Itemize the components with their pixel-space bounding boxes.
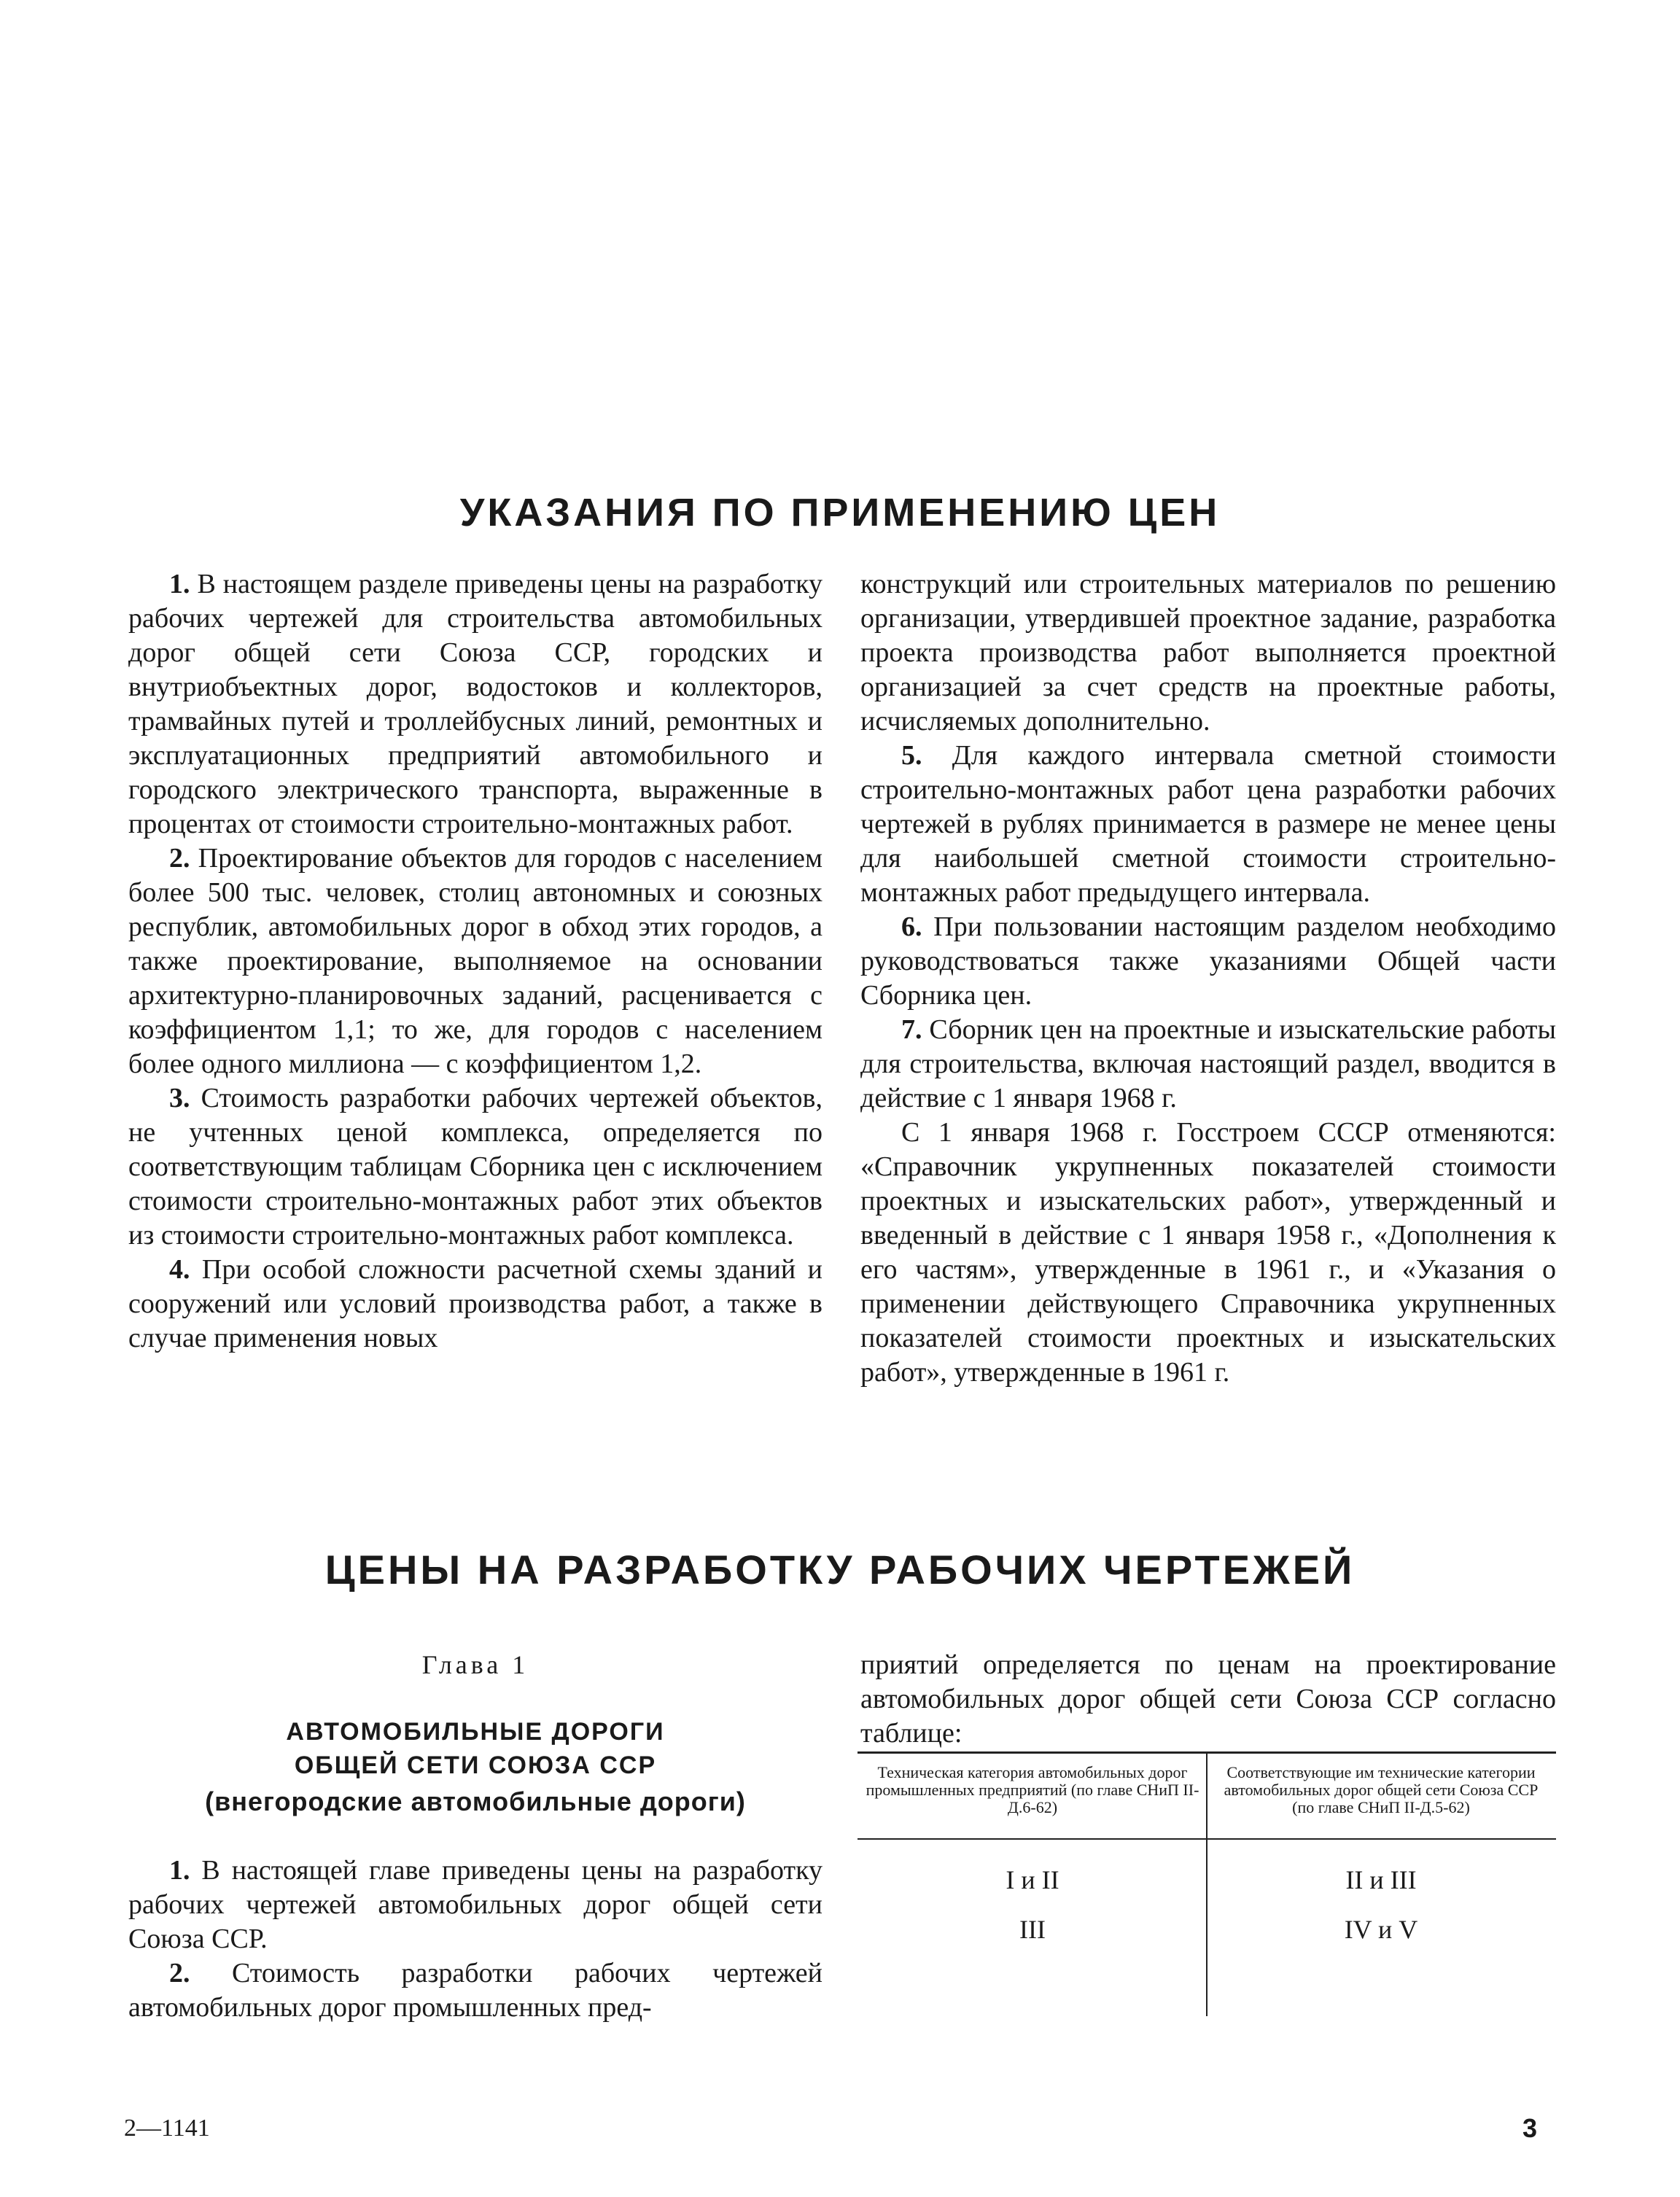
chapter-column-left (128, 1854, 822, 2025)
paragraph-number: 2. (169, 843, 190, 874)
intro-paragraph-8 (860, 1116, 1556, 1390)
paragraph-text: Стоимость разработки рабочих чертежей автомобильных дорог промышленных пред- (128, 1958, 822, 2023)
chapter-title-line-1: АВТОМОБИЛЬНЫЕ ДОРОГИ (286, 1718, 665, 1746)
paragraph-number: 1. (169, 569, 190, 599)
chapter-column-right (860, 1648, 1556, 1751)
paragraph-text: Стоимость разработки рабочих чертежей объектов, не учтенных ценой комплекса, определяется по соответствующим таблицам Сборника цен с исключением стоимости строительно-монтажных работ этих объектов из стоимости строительно-монтажных работ комплекса. (128, 1083, 822, 1251)
paragraph-text: В настоящем разделе приведены цены на разработку рабочих чертежей для строительства автомобильных дорог общей сети Союза ССР, городских и внутриобъектных дорог, водостоков и коллекторов, трамвайных путей и троллейбусных линий, ремонтных и эксплуатационных предприятий автомобильного и городского электрического транспорта, выраженные в процентах от стоимости строительно-монтажных работ. (128, 569, 822, 839)
table-cell: III (1019, 1915, 1046, 1944)
intro-paragraph-2 (128, 841, 822, 1081)
chapter-paragraph-1 (128, 1854, 822, 1956)
intro-paragraph-1 (128, 567, 822, 841)
paragraph-number: 1. (169, 1855, 190, 1886)
paragraph-number: 3. (169, 1083, 190, 1113)
section-title: УКАЗАНИЯ ПО ПРИМЕНЕНИЮ ЦЕН (459, 491, 1221, 534)
intro-column-left (128, 567, 822, 1356)
paragraph-text: В настоящей главе приведены цены на разработку рабочих чертежей автомобильных дорог общей сети Союза ССР. (128, 1855, 822, 1954)
intro-paragraph-6 (860, 910, 1556, 1013)
chapter-title-line-2: ОБЩЕЙ СЕТИ СОЮЗА ССР (294, 1751, 657, 1779)
paragraph-text: приятий определяется по ценам на проектирование автомобильных дорог общей сети Союза ССР согласно таблице: (860, 1649, 1556, 1749)
table-header-right: Соответствующие им технические категории автомобильных дорог общей сети Союза ССР (по главе СНиП II-Д.5-62) (1224, 1763, 1539, 1816)
paragraph-number: 2. (169, 1958, 190, 1988)
chapter-title (128, 1715, 822, 1782)
intro-paragraph-3 (128, 1081, 822, 1253)
chapter-paragraph-2-continued (860, 1648, 1556, 1751)
intro-paragraph-5 (860, 739, 1556, 910)
table-header-left: Техническая категория автомобильных дорог промышленных предприятий (по главе СНиП II-Д.6-62) (866, 1763, 1199, 1816)
chapter-subtitle: (внегородские автомобильные дороги) (205, 1786, 746, 1816)
paragraph-number: 7. (901, 1014, 922, 1045)
table-cell: IV и V (1344, 1915, 1418, 1944)
table-cell: II и III (1345, 1865, 1417, 1894)
prices-title: ЦЕНЫ НА РАЗРАБОТКУ РАБОЧИХ ЧЕРТЕЖЕЙ (324, 1547, 1356, 1593)
paragraph-text: При пользовании настоящим разделом необходимо руководствоваться также указаниями Общей части Сборника цен. (860, 911, 1556, 1011)
page-number: 3 (1522, 2113, 1538, 2143)
paragraph-number: 4. (169, 1254, 190, 1285)
chapter-paragraph-2 (128, 1956, 822, 2025)
paragraph-number: 6. (901, 911, 922, 942)
table-cell: I и II (1006, 1865, 1059, 1894)
intro-column-right (860, 567, 1556, 1390)
chapter-label: Глава 1 (421, 1650, 529, 1679)
paragraph-text: При особой сложности расчетной схемы зданий и сооружений или условий производства работ, а также в случае применения новых (128, 1254, 822, 1353)
paragraph-text: Для каждого интервала сметной стоимости строительно-монтажных работ цена разработки рабочих чертежей в рублях принимается в размере не менее цены для наибольшей сметной стоимости строительно-монтажных работ предыдущего интервала. (860, 740, 1556, 908)
paragraph-text: конструкций или строительных материалов по решению организации, утвердившей проектное задание, разработка проекта производства работ выполняется проектной организацией за счет средств на проектные работы, исчисляемых дополнительно. (860, 569, 1556, 736)
paragraph-text: Сборник цен на проектные и изыскательские работы для строительства, включая настоящий раздел, вводится в действие с 1 января 1968 г. (860, 1014, 1556, 1113)
paragraph-text: Проектирование объектов для городов с населением более 500 тыс. человек, столиц автономных и союзных республик, автомобильных дорог в обход этих городов, а также проектирование, выполняемое на основании архитектурно-планировочных заданий, расценивается с коэффициентом 1,1; то же, для городов с населением более одного миллиона — с коэффициентом 1,2. (128, 843, 822, 1079)
paragraph-text: С 1 января 1968 г. Госстроем СССР отменяются: «Справочник укрупненных показателей стоимости проектных и изыскательских работ», утвержденный и введенный в действие с 1 января 1958 г., «Дополнения к его частям», утвержденные в 1961 г., и «Указания о применении действующего Справочника укрупненных показателей стоимости проектных и изыскательских работ», утвержденные в 1961 г. (860, 1117, 1556, 1388)
intro-paragraph-4-continued (860, 567, 1556, 739)
signature-code: 2—1141 (124, 2115, 210, 2142)
category-table (858, 1751, 1556, 2016)
paragraph-number: 5. (901, 740, 922, 771)
intro-paragraph-7 (860, 1013, 1556, 1116)
intro-paragraph-4 (128, 1253, 822, 1356)
table-divider (1206, 1754, 1208, 2016)
